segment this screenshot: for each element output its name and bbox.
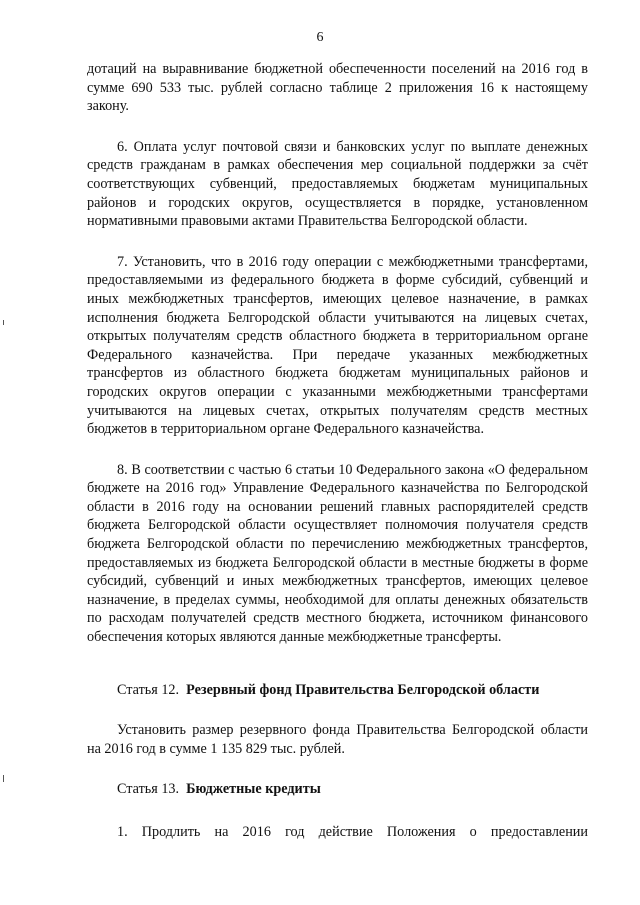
article-12-title: Резервный фонд Правительства Белгородской области bbox=[186, 681, 540, 698]
paragraph-item-7: 7. Установить, что в 2016 году операции с межбюджетными трансфертами, предоставляемыми из федерального бюджета в форме субсидий, субвенций и иных межбюджетных трансфертов, имеющих целевое назначение, в рамках исполнения бюджета Белгородской области учитываются на лицевых счетах, открытых получателям средств областного бюджета в территориальном органе Федерального казначейства. При передаче указанных межбюджетных трансфертов из областного бюджета бюджетам муниципальных районов и городских округов операции с указанными межбюджетными трансфертами учитываются на лицевых счетах, открытых получателям средств местных бюджетов в территориальном органе Федерального казначейства. bbox=[87, 253, 588, 438]
article-12-text: Установить размер резервного фонда Правительства Белгородской области на 2016 год в сумме 1 135 829 тыс. рублей. bbox=[87, 722, 588, 757]
article-12-label: Статья 12. bbox=[117, 681, 180, 698]
article-13-item-1: 1. Продлить на 2016 год действие Положения о предоставлении bbox=[117, 824, 588, 840]
document-body bbox=[87, 60, 588, 854]
article-12-heading bbox=[87, 681, 588, 700]
scan-edge-mark bbox=[3, 320, 4, 325]
article-13-label: Статья 13. bbox=[117, 781, 180, 798]
scan-edge-mark bbox=[3, 775, 4, 782]
page-number: 6 bbox=[316, 30, 324, 45]
article-13-heading bbox=[87, 780, 588, 799]
article-13-title: Бюджетные кредиты bbox=[186, 781, 321, 798]
paragraph-continuation: дотаций на выравнивание бюджетной обеспеченности поселений на 2016 год в сумме 690 533 тыс. рублей согласно таблице 2 приложения 16 к настоящему закону. bbox=[87, 61, 588, 115]
paragraph-item-6: 6. Оплата услуг почтовой связи и банковских услуг по выплате денежных средств гражданам в рамках обеспечения мер социальной поддержки за счёт соответствующих субвенций, предоставляемых бюджетам муниципальных районов и городских округов, осуществляется в порядке, установленном нормативными правовыми актами Правительства Белгородской области. bbox=[87, 138, 588, 230]
paragraph-item-8: 8. В соответствии с частью 6 статьи 10 Федерального закона «О федеральном бюджете на 2016 год» Управление Федерального казначейства по Белгородской области в 2016 году на основании решений главных распорядителей средств бюджета Белгородской области осуществляет полномочия получателя средств бюджета Белгородской области по перечислению межбюджетных трансфертов, предоставляемых из бюджета Белгородской области в местные бюджеты в форме субсидий, субвенций и иных межбюджетных трансфертов, имеющих целевое назначение, в пределах суммы, необходимой для оплаты денежных обязательств по расходам получателей средств местного бюджета, источником финансового обеспечения которых являются данные межбюджетные трансферты. bbox=[87, 461, 588, 646]
